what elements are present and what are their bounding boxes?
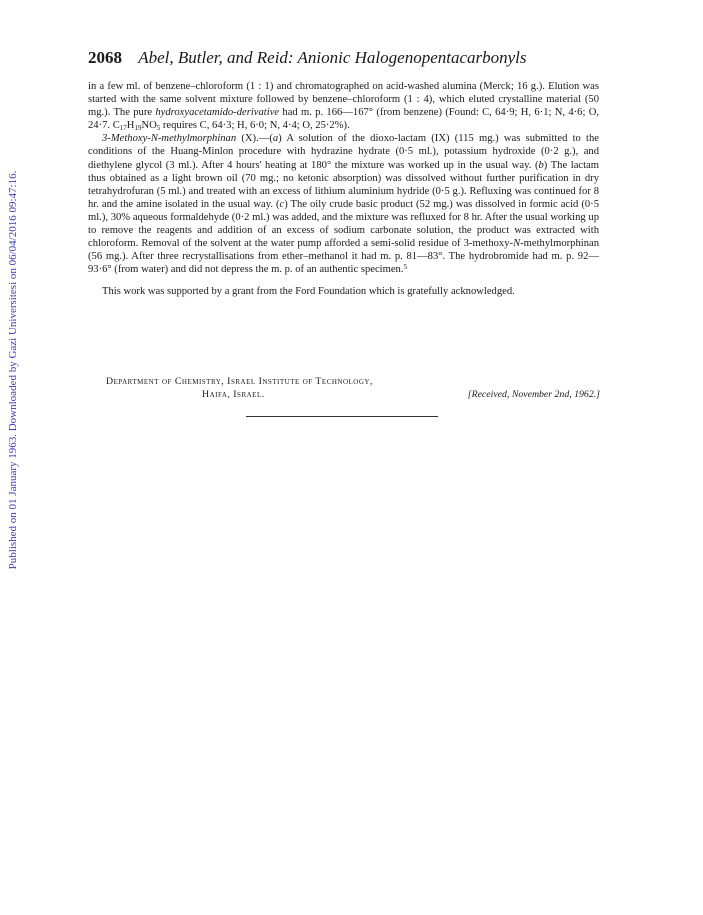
text-run: requires C, 64·3; H, 6·0; N, 4·4; O, 25·2%). [160,120,350,132]
text-run: (X).—( [236,133,273,145]
page-number: 2068 [88,48,122,67]
end-rule [246,416,438,417]
running-title: Abel, Butler, and Reid: Anionic Halogenopentacarbonyls [138,48,527,67]
acknowledgement: This work was supported by a grant from the Ford Foundation which is gratefully acknowledged. [102,286,515,298]
paragraph-methoxy-methylmorphinan [88,132,599,276]
text-run: in a few ml. of benzene–chloroform (1 : 1) and chromatographed on acid-washed alumina (Merck; 16 g.). Elution was started with the same solvent mixture followed by benzene–chloroform (1 : 4), which eluted crystalline material (50 mg.). The pure [88,81,599,119]
affiliation-department: Department of Chemistry, Israel Institute of Technology, [106,376,373,387]
article-body [88,80,599,299]
text-run: -methylmorphinan (56 mg.). After three recrystallisations from ether–methanol it had m. p. 81—83°. The hydrobromide had m. p. 92—93·6° (from water) and did not depress the m. p. of an authentic specimen. [88,238,599,276]
received-date: [Received, November 2nd, 1962.] [467,388,600,400]
text-run: H [126,120,135,132]
compound-name: hydroxyacetamido-derivative [155,107,280,119]
text-run: had m. p. 166—167° (from benzene) (Found: C, 64·9; H, 6·1; N, 4·6; O, 24·7. C [88,107,599,132]
step-label: b [538,159,544,171]
affiliation-line2 [106,389,600,402]
formula-subscript: 5 [156,124,161,133]
step-label: c [279,198,285,210]
paragraph-chromatography [88,80,599,132]
reference-marker: 5 [403,263,407,272]
text-run: ) The oily crude basic product (52 mg.) was dissolved in formic acid (0·5 ml.), 30% aqueous formaldehyde (0·2 ml.) was added, and the mixture was refluxed for 8 hr. After the usual working up to remove the reagents and addition of an excess of sodium carbonate solution, the product was extracted with chloroform. Removal of the solvent at the water pump afforded a semi-solid residue of 3-methoxy- [88,198,599,250]
affiliation-block [106,376,600,401]
section-run-in-title: 3-Methoxy-N-methylmorphinan [102,133,237,145]
italic-n: N [513,238,521,250]
text-run: ) A solution of the dioxo-lactam (IX) (115 mg.) was submitted to the conditions of the Huang-Minlon procedure with hydrazine hydrate (0·5 ml.), potassium hydroxide (0·2 g.), and diethylene glycol (3 ml.). After 4 hours' heating at 180° the mixture was worked up in the usual way. ( [88,133,599,171]
page-header [88,47,608,69]
text-run: NO [141,120,157,132]
affiliation-city: Haifa, Israel. [202,388,265,400]
text-run: ) The lactam thus obtained as a light brown oil (70 mg.; no ketonic absorption) was dissolved without further purification in dry tetrahydrofuran (5 ml.) and treated with an excess of lithium aluminium hydride (0·5 g.). Refluxing was continued for 8 hr. and the amine isolated in the usual way. ( [88,159,599,210]
formula-subscript: 17 [119,124,127,133]
download-watermark [3,170,23,570]
step-label: a [272,133,279,145]
formula-subscript: 19 [134,124,142,133]
download-watermark-text: Published on 01 January 1963. Downloaded by Gazi Universitesi on 06/04/2016 09:47:16. [7,170,19,570]
